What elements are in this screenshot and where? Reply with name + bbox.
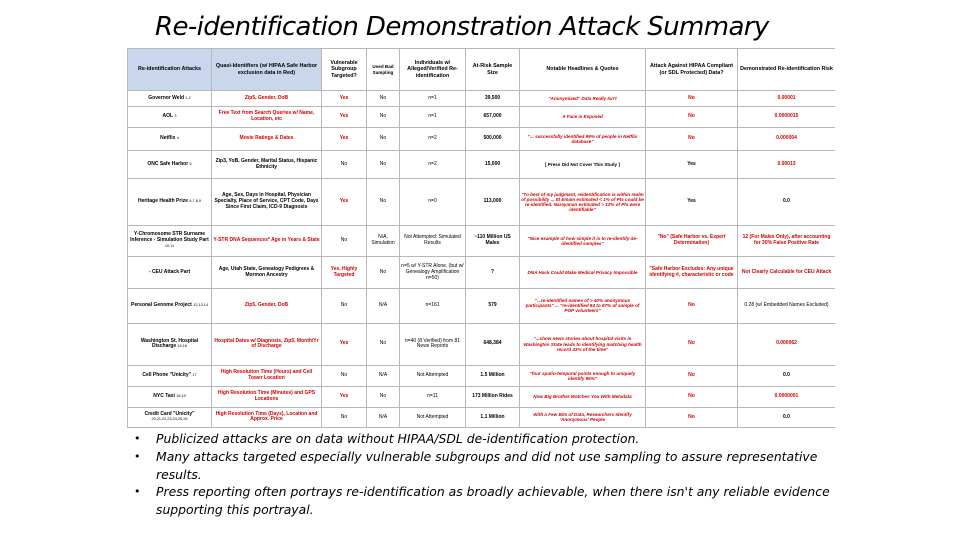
cell-atrisk-text: 173 Million Rides xyxy=(472,393,513,400)
cell-sampling-text: No xyxy=(379,135,387,142)
cell-quasi xyxy=(212,91,322,107)
cell-outcome-text: No xyxy=(688,135,695,142)
cell-headline xyxy=(520,91,646,107)
cell-vuln-text: Yes xyxy=(339,198,349,205)
cell-sampling-text: No xyxy=(379,340,387,347)
cell-outcome-text: "No" (Safe Harbor vs. Expert Determination) xyxy=(657,234,726,247)
cell-sampling xyxy=(367,365,400,386)
cell-ind-text: n=5 w/ Y-STR Alone, (but w/ Genealogy Amplification n=50) xyxy=(401,263,464,281)
cell-vuln xyxy=(322,386,367,407)
cell-quasi-text: Age, Utah State, Genealogy Pedigrees & Mormon Ancestry xyxy=(218,265,315,278)
cell-atrisk-text: ~110 Million US Males xyxy=(474,234,511,247)
cell-quasi xyxy=(212,257,322,289)
cell-headline-text: DNA Hack Could Make Medical Privacy Impossible xyxy=(527,270,638,276)
cell-quasi-text: Movie Ratings & Dates xyxy=(239,135,294,142)
cell-sampling-text: No xyxy=(379,94,387,101)
cell-headline xyxy=(520,257,646,289)
cell-risk-text: 12 (For Males Only), after accounting for 30% False Positive Rate xyxy=(742,234,831,247)
cell-sampling-text: No xyxy=(379,268,387,275)
cell-ref: 10,11 xyxy=(164,243,175,248)
cell-atrisk xyxy=(466,179,520,225)
cell-sampling-text: N/A xyxy=(378,301,388,308)
cell-ind-text: n=2 xyxy=(428,135,437,142)
cell-outcome xyxy=(646,179,738,225)
header-attacks: Re-identification Attacks xyxy=(128,49,212,91)
header-hipaa-compliant: Attack Against HIPAA Compliant (or SDL Protected) Data? xyxy=(646,49,738,91)
cell-attack xyxy=(128,288,212,323)
cell-headline-text: With a Few Bits of Data, Researchers Identify 'Anonymous' People xyxy=(533,412,632,423)
cell-atrisk-text: 500,000 xyxy=(483,135,502,142)
cell-ref: 4 xyxy=(176,136,179,141)
cell-atrisk xyxy=(466,127,520,150)
cell-headline-text: "... successfully identified 99% of people in Netflix database" xyxy=(527,133,638,144)
cell-atrisk xyxy=(466,151,520,179)
cell-vuln-text: Yes xyxy=(339,393,349,400)
bullet-text: Many attacks targeted especially vulnerable subgroups and did not use sampling to assure representative results. xyxy=(156,448,818,482)
bullet-item xyxy=(134,448,834,484)
cell-outcome-text: No xyxy=(688,340,695,347)
slide-title: Re-identification Demonstration Attack Summary xyxy=(155,12,769,42)
header-vulnerable-subgroup: Vulnerable Subgroup Targeted? xyxy=(322,49,367,91)
cell-vuln xyxy=(322,127,367,150)
cell-attack xyxy=(128,151,212,179)
cell-outcome xyxy=(646,225,738,257)
cell-risk-text: 0.0000001 xyxy=(774,393,799,400)
cell-atrisk-text: 657,000 xyxy=(483,112,502,119)
cell-risk-text: 0.00001 xyxy=(777,94,796,101)
cell-outcome xyxy=(646,365,738,386)
cell-sampling xyxy=(367,127,400,150)
cell-atrisk-text: 579 xyxy=(488,301,497,308)
cell-ind xyxy=(400,288,466,323)
cell-risk xyxy=(738,323,836,365)
cell-headline-text: "...re-identified names of > 40% anonymous participants" ... "re-identified 84 to 97% of sample of PGP volunteers" xyxy=(525,297,640,314)
cell-attack xyxy=(128,386,212,407)
cell-headline xyxy=(520,106,646,127)
cell-quasi xyxy=(212,179,322,225)
cell-ind xyxy=(400,386,466,407)
cell-ref: 1,2 xyxy=(185,95,191,100)
cell-outcome-text: "Safe Harbor Excludes: Any unique identifying #, characteristic or code xyxy=(649,265,734,278)
cell-risk-text: 0.28 (w/ Embedded Names Excluded) xyxy=(744,301,829,308)
cell-sampling-text: No xyxy=(379,198,387,205)
header-headlines: Notable Headlines & Quotes xyxy=(520,49,646,91)
cell-risk xyxy=(738,288,836,323)
cell-headline xyxy=(520,365,646,386)
cell-atrisk-text: 39,500 xyxy=(484,94,501,101)
cell-quasi xyxy=(212,151,322,179)
cell-quasi-text: High Resolution Time (Days), Location and Approx. Price xyxy=(215,410,318,423)
cell-ind-text: n=1 xyxy=(428,112,437,119)
table-body xyxy=(128,91,836,428)
cell-sampling xyxy=(367,91,400,107)
cell-quasi-text: High Resolution Time (Hours) and Cell Tower Location xyxy=(220,369,313,381)
cell-vuln-text: Yes xyxy=(339,340,349,347)
cell-vuln xyxy=(322,407,367,427)
bullet-item xyxy=(134,430,834,448)
bullet-dot-icon: • xyxy=(134,449,141,463)
bullet-item xyxy=(134,483,834,519)
cell-risk xyxy=(738,225,836,257)
cell-risk xyxy=(738,257,836,289)
cell-attack xyxy=(128,257,212,289)
header-bad-sampling: Used Bad Sampling xyxy=(367,49,400,91)
cell-outcome-text: No xyxy=(688,393,695,400)
cell-outcome-text: No xyxy=(688,94,695,101)
cell-attack xyxy=(128,91,212,107)
cell-atrisk-text: 648,384 xyxy=(483,340,502,347)
bullet-text: Publicized attacks are on data without HIPAA/SDL de-identification protection. xyxy=(156,431,640,446)
cell-ref: 17 xyxy=(192,372,197,377)
cell-atrisk-text: 113,000 xyxy=(483,198,502,205)
cell-outcome xyxy=(646,407,738,427)
cell-ref: 3 xyxy=(174,113,177,118)
cell-ind-text: n=1 xyxy=(428,94,437,101)
attack-summary-table xyxy=(127,48,835,428)
cell-sampling xyxy=(367,179,400,225)
cell-headline-text: [ Press Did Not Cover This Study ] xyxy=(545,162,620,168)
cell-sampling-text: N/A, Simulation xyxy=(371,234,395,247)
cell-headline xyxy=(520,127,646,150)
cell-vuln xyxy=(322,365,367,386)
cell-outcome xyxy=(646,106,738,127)
cell-vuln xyxy=(322,91,367,107)
cell-ind-text: n=161 xyxy=(425,301,440,308)
cell-quasi xyxy=(212,127,322,150)
cell-quasi xyxy=(212,225,322,257)
cell-sampling xyxy=(367,288,400,323)
cell-risk xyxy=(738,179,836,225)
cell-outcome xyxy=(646,151,738,179)
cell-attack-text: AOL xyxy=(162,112,173,119)
cell-outcome xyxy=(646,91,738,107)
table-row xyxy=(128,365,836,386)
cell-outcome-text: No xyxy=(688,301,695,308)
cell-atrisk xyxy=(466,365,520,386)
header-risk: Demonstrated Re-identification Risk xyxy=(738,49,836,91)
cell-outcome xyxy=(646,386,738,407)
cell-vuln-text: No xyxy=(340,301,348,308)
table-row xyxy=(128,225,836,257)
cell-quasi-text: Zip3, YoB, Gender, Marital Status, Hispanic Ethnicity xyxy=(215,157,318,170)
cell-ind xyxy=(400,365,466,386)
cell-ref: 6,7,8,9 xyxy=(189,199,202,204)
cell-attack-text: Cell Phone "Unicity" xyxy=(142,371,191,378)
cell-vuln xyxy=(322,257,367,289)
cell-risk xyxy=(738,151,836,179)
header-individuals: Individuals w/ Alleged/Verified Re-identification xyxy=(400,49,466,91)
cell-risk-text: 0.00013 xyxy=(777,160,796,167)
cell-attack xyxy=(128,365,212,386)
cell-vuln-text: Yes xyxy=(339,112,349,119)
cell-outcome xyxy=(646,127,738,150)
cell-headline-text: "four spatio-temporal points enough to uniquely identify 95%" xyxy=(529,370,636,381)
cell-vuln xyxy=(322,288,367,323)
cell-risk xyxy=(738,365,836,386)
bullet-list xyxy=(134,430,834,519)
cell-atrisk xyxy=(466,257,520,289)
cell-atrisk xyxy=(466,386,520,407)
header-quasi-identifiers xyxy=(212,49,322,91)
cell-quasi-text: Zip5, Gender, DoB xyxy=(244,301,289,308)
cell-attack-text: NYC Taxi xyxy=(153,393,175,400)
table-row xyxy=(128,323,836,365)
cell-attack-text: Personal Genome Project xyxy=(130,301,192,308)
cell-vuln-text: Yes xyxy=(339,135,349,142)
cell-ind-text: n=11 xyxy=(427,393,438,400)
cell-headline xyxy=(520,151,646,179)
table-row xyxy=(128,106,836,127)
cell-attack-text: Credit Card "Unicity" xyxy=(144,410,195,417)
cell-risk-text: 0.000062 xyxy=(776,340,797,347)
table-row xyxy=(128,407,836,427)
cell-quasi xyxy=(212,323,322,365)
cell-headline xyxy=(520,386,646,407)
cell-quasi-text: Age, Sex, Days in Hospital, Physician Specialty, Place of Service, CPT Code, Days Since First Claim, ICD-9 Diagnosis xyxy=(214,192,319,210)
bullet-dot-icon: • xyxy=(134,485,141,499)
header-quasi-text: Quasi-Identifiers (w/ HIPAA Safe Harbor exclusion data in Red) xyxy=(215,63,318,76)
cell-sampling xyxy=(367,106,400,127)
table-row xyxy=(128,151,836,179)
cell-ref: 5 xyxy=(189,161,192,166)
cell-attack-text: Netflix xyxy=(160,135,176,142)
cell-attack xyxy=(128,127,212,150)
cell-ind-text: n=40 (8 Verified) from 81 News Reports xyxy=(404,337,461,350)
cell-sampling xyxy=(367,407,400,427)
cell-attack xyxy=(128,225,212,257)
cell-atrisk xyxy=(466,225,520,257)
cell-vuln xyxy=(322,179,367,225)
cell-attack-text: Washington St. Hospital Discharge xyxy=(140,337,199,350)
cell-attack-text: Heritage Health Prize xyxy=(137,198,188,205)
cell-sampling-text: No xyxy=(379,112,387,119)
cell-sampling xyxy=(367,225,400,257)
cell-attack-text: - CEU Attack Part xyxy=(148,268,191,275)
cell-ref: 12,13,14 xyxy=(193,302,209,307)
cell-vuln-text: No xyxy=(340,160,348,167)
cell-atrisk-text: 1.1 Million xyxy=(480,413,505,420)
cell-quasi-text: High Resolution Time (Minutes) and GPS Locations xyxy=(217,390,316,402)
cell-ind xyxy=(400,257,466,289)
cell-attack-text: Governor Weld xyxy=(148,94,185,101)
cell-risk xyxy=(738,91,836,107)
cell-atrisk-text: 15,000 xyxy=(484,160,501,167)
cell-sampling xyxy=(367,257,400,289)
cell-risk-text: 0.0 xyxy=(783,413,790,420)
header-sample-size: At-Risk Sample Size xyxy=(466,49,520,91)
cell-atrisk-text: 1.5 Million xyxy=(480,371,505,378)
cell-ind-text: n=0 xyxy=(428,198,437,205)
cell-attack xyxy=(128,323,212,365)
bullet-dot-icon: • xyxy=(134,432,141,445)
cell-quasi xyxy=(212,106,322,127)
cell-ind-text: Not Attempted xyxy=(416,413,449,420)
cell-vuln-text: Yes, Highly Targeted xyxy=(330,265,358,278)
cell-risk-text: 0.000004 xyxy=(776,135,797,142)
cell-atrisk xyxy=(466,106,520,127)
cell-vuln-text: No xyxy=(340,413,348,420)
cell-headline xyxy=(520,288,646,323)
cell-ind xyxy=(400,179,466,225)
cell-outcome-text: No xyxy=(688,413,695,420)
cell-ind-text: Not Attempted: Simulated Results xyxy=(404,234,461,247)
table-row xyxy=(128,127,836,150)
cell-atrisk xyxy=(466,288,520,323)
cell-vuln xyxy=(322,225,367,257)
cell-quasi xyxy=(212,288,322,323)
cell-ind xyxy=(400,407,466,427)
cell-ind xyxy=(400,323,466,365)
cell-quasi xyxy=(212,407,322,427)
cell-risk xyxy=(738,127,836,150)
cell-ind xyxy=(400,91,466,107)
cell-attack-text: ONC Safe Harbor xyxy=(147,160,189,167)
cell-atrisk xyxy=(466,91,520,107)
cell-outcome xyxy=(646,323,738,365)
table-row xyxy=(128,91,836,107)
cell-attack xyxy=(128,106,212,127)
cell-ind xyxy=(400,106,466,127)
cell-outcome-text: Yes xyxy=(687,160,696,167)
cell-ind-text: Not Attempted xyxy=(416,371,449,378)
cell-sampling-text: No xyxy=(379,393,387,400)
cell-outcome xyxy=(646,288,738,323)
cell-risk xyxy=(738,386,836,407)
cell-sampling xyxy=(367,151,400,179)
cell-vuln xyxy=(322,151,367,179)
cell-headline xyxy=(520,225,646,257)
cell-quasi-text: Free Text from Search Queries w/ Name, Location, etc xyxy=(218,110,315,122)
cell-headline-text: "Nice example of how simple it is to re-identify de-identified samples" xyxy=(527,235,638,247)
cell-ref: 18,19 xyxy=(176,394,186,399)
cell-attack-text: Y-Chromosome STR Surname Inference - Simulation Study Part xyxy=(130,231,209,244)
cell-sampling-text: N/A xyxy=(378,371,388,378)
cell-quasi xyxy=(212,386,322,407)
cell-sampling-text: No xyxy=(379,160,387,167)
cell-headline-text: "To best of my judgment, reidentification is within realm of possibility ... El Emam estimated < 1% of Pts could be re-identified. Narayanan estimated > 12% of Pts were identifiable" xyxy=(521,191,644,213)
cell-headline-text: "...show news stories about hospital visits in Washington State leads to identifying matching health record 43% of the time" xyxy=(523,336,642,352)
cell-attack xyxy=(128,407,212,427)
cell-outcome xyxy=(646,257,738,289)
cell-quasi-text: Hospital Dates w/ Diagnosis, Zip5, Month/Yr of Discharge xyxy=(214,337,319,350)
cell-vuln-text: Yes xyxy=(339,94,349,101)
cell-sampling-text: N/A xyxy=(378,413,388,420)
cell-vuln xyxy=(322,323,367,365)
cell-sampling xyxy=(367,323,400,365)
cell-atrisk xyxy=(466,323,520,365)
cell-ind xyxy=(400,127,466,150)
cell-ref: 20,21,22,23,24,25,26 xyxy=(151,417,188,422)
cell-quasi-text: Zip5, Gender, DoB xyxy=(244,94,289,101)
cell-vuln-text: No xyxy=(340,371,348,378)
cell-outcome-text: No xyxy=(688,112,695,119)
cell-risk-text: Not Clearly Calculable for CEU Attack xyxy=(741,268,832,275)
bullet-text: Press reporting often portrays re-identification as broadly achievable, when there isn't any reliable evidence supporting this portrayal. xyxy=(156,484,830,518)
cell-quasi xyxy=(212,365,322,386)
cell-ind-text: n=2 xyxy=(428,160,437,167)
cell-outcome-text: No xyxy=(688,371,695,378)
table-row xyxy=(128,257,836,289)
cell-atrisk xyxy=(466,407,520,427)
cell-headline xyxy=(520,323,646,365)
cell-risk xyxy=(738,407,836,427)
cell-risk xyxy=(738,106,836,127)
cell-headline-text: Now Big Brother Watches You With Metadata xyxy=(533,394,632,400)
cell-outcome-text: Yes xyxy=(687,198,696,205)
table-row xyxy=(128,179,836,225)
cell-headline-text: "Anonymized" Data Really Isn't xyxy=(548,95,617,101)
cell-vuln xyxy=(322,106,367,127)
table-header-row xyxy=(128,49,836,91)
cell-headline xyxy=(520,407,646,427)
table-row xyxy=(128,288,836,323)
cell-ind xyxy=(400,151,466,179)
cell-risk-text: 0.0000015 xyxy=(774,112,799,119)
cell-atrisk-text: ? xyxy=(490,268,495,275)
cell-ind xyxy=(400,225,466,257)
cell-risk-text: 0.0 xyxy=(783,198,790,205)
attack-summary-table-wrap xyxy=(127,48,835,428)
cell-quasi-text: Y-STR DNA Sequences* Age in Years & State xyxy=(213,237,320,244)
cell-headline-text: A Face is Exposed xyxy=(562,114,603,120)
cell-headline xyxy=(520,179,646,225)
cell-vuln-text: No xyxy=(340,237,348,244)
cell-ref: 15,16 xyxy=(177,344,188,349)
cell-sampling xyxy=(367,386,400,407)
cell-attack xyxy=(128,179,212,225)
cell-risk-text: 0.0 xyxy=(783,371,790,378)
table-row xyxy=(128,386,836,407)
